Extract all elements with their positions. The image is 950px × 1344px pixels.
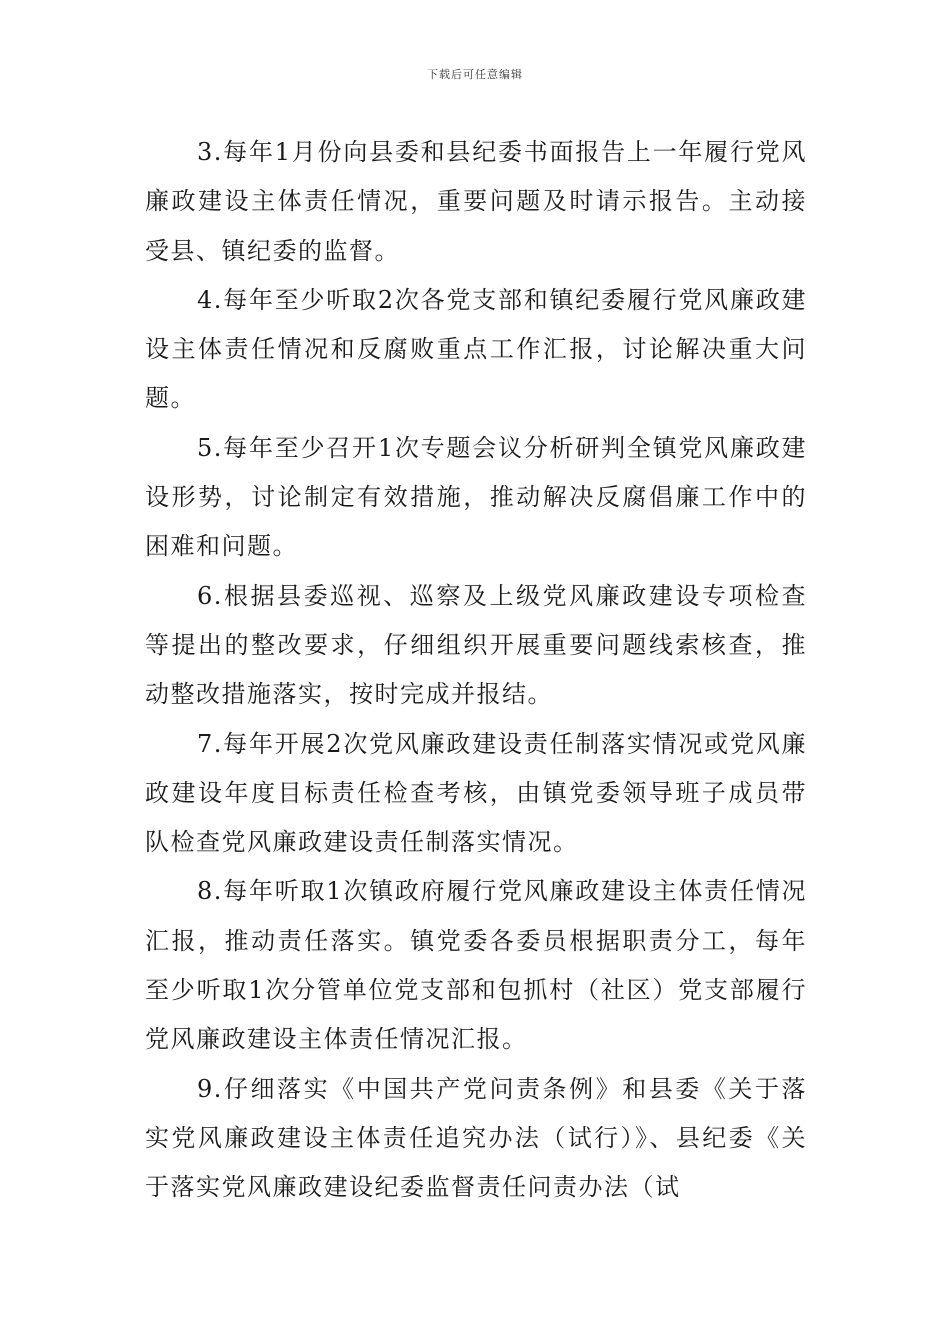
paragraph-item-7: 7.每年开展2次党风廉政建设责任制落实情况或党风廉政建设年度目标责任检查考核，由镇党委领导班子成员带队检查党风廉政建设责任制落实情况。 xyxy=(145,729,807,857)
paragraph-item-5: 5.每年至少召开1次专题会议分析研判全镇党风廉政建设形势，讨论制定有效措施，推动解决反腐倡廉工作中的困难和问题。 xyxy=(145,433,807,561)
document-body xyxy=(145,128,807,1213)
paragraph-item-6: 6.根据县委巡视、巡察及上级党风廉政建设专项检查等提出的整改要求，仔细组织开展重要问题线索核查，推动整改措施落实，按时完成并报结。 xyxy=(145,581,807,709)
page-header-note: 下载后可任意编辑 xyxy=(427,68,523,81)
paragraph-item-3: 3.每年1月份向县委和县纪委书面报告上一年履行党风廉政建设主体责任情况，重要问题及时请示报告。主动接受县、镇纪委的监督。 xyxy=(145,138,807,265)
paragraph-item-4: 4.每年至少听取2次各党支部和镇纪委履行党风廉政建设主体责任情况和反腐败重点工作汇报，讨论解决重大问题。 xyxy=(145,285,807,413)
paragraph-item-9: 9.仔细落实《中国共产党问责条例》和县委《关于落实党风廉政建设主体责任追究办法（试行）》、县纪委《关于落实党风廉政建设纪委监督责任问责办法（试 xyxy=(145,1074,807,1202)
paragraph-item-8: 8.每年听取1次镇政府履行党风廉政建设主体责任情况汇报，推动责任落实。镇党委各委员根据职责分工，每年至少听取1次分管单位党支部和包抓村（社区）党支部履行党风廉政建设主体责任情况汇报。 xyxy=(145,877,807,1054)
